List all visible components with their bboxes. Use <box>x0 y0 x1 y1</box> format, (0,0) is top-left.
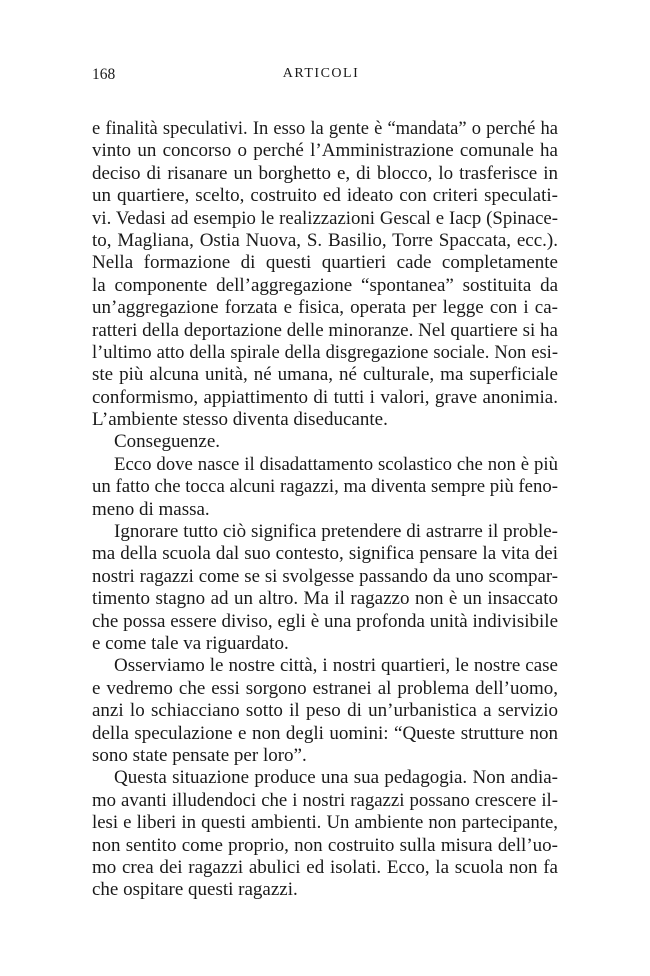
text-line: sono state pensate per loro”. <box>92 744 307 766</box>
text-line: conformismo, appiattimento di tutti i valori, grave anonimia. <box>92 386 558 408</box>
text-line: Ignorare tutto ciò significa pretendere di astrarre il proble- <box>114 521 558 543</box>
text-line: Ecco dove nasce il disadattamento scolastico che non è più <box>114 453 558 475</box>
text-line: mo avanti illudendoci che i nostri ragazzi possano crescere il- <box>92 789 558 811</box>
text-line: l’ultimo atto della spirale della disgregazione sociale. Non esi- <box>92 342 558 363</box>
text-line: Conseguenze. <box>114 431 221 453</box>
text-line: un quartiere, scelto, costruito ed ideato con criteri speculati- <box>92 185 558 207</box>
text-line: vinto un concorso o perché l’Amministrazione comunale ha <box>92 140 558 162</box>
text-line: Nella formazione di questi quartieri cade completamente <box>92 252 558 274</box>
running-head <box>92 66 558 88</box>
text-line: deciso di risanare un borghetto e, di blocco, lo trasferisce in <box>92 162 558 184</box>
text-line: timento stagno ad un altro. Ma il ragazzo non è un insaccato <box>92 588 558 610</box>
text-line: che ospitare questi ragazzi. <box>92 879 298 901</box>
text-line: un’aggregazione forzata e fisica, operata per legge con i ca- <box>92 297 558 319</box>
text-line: non sentito come proprio, non costruito sulla misura dell’uo- <box>92 834 558 856</box>
text-line: anzi lo schiacciano sotto il peso di un’urbanistica a servizio <box>92 700 558 722</box>
text-line: e finalità speculativi. In esso la gente è “mandata” o perché ha <box>92 119 558 139</box>
text-line: Questa situazione produce una sua pedagogia. Non andia- <box>114 767 558 789</box>
page-number: 168 <box>92 66 116 83</box>
text-line: vi. Vedasi ad esempio le realizzazioni Gescal e Iacp (Spinace- <box>92 207 558 229</box>
text-line: che possa essere diviso, egli è una profonda unità indivisibile <box>92 610 558 632</box>
text-line: e come tale va riguardato. <box>92 632 289 654</box>
text-line: nostri ragazzi come se si svolgesse passando da uno scompar- <box>92 565 558 587</box>
text-line: mo crea dei ragazzi abulici ed isolati. Ecco, la scuola non fa <box>92 856 558 878</box>
section-title: ARTICOLI <box>282 66 360 81</box>
text-line: un fatto che tocca alcuni ragazzi, ma diventa sempre più feno- <box>92 476 558 498</box>
text-line: e vedremo che essi sorgono estranei al problema dell’uomo, <box>92 677 558 699</box>
text-line: ratteri della deportazione delle minoranze. Nel quartiere si ha <box>92 319 558 341</box>
text-line: L’ambiente stesso diventa diseducante. <box>92 409 388 431</box>
body-text <box>92 118 558 902</box>
text-line: to, Magliana, Ostia Nuova, S. Basilio, Torre Spaccata, ecc.). <box>92 229 558 251</box>
text-line: della speculazione e non degli uomini: “Queste strutture non <box>92 722 558 744</box>
text-line: ste più alcuna unità, né umana, né culturale, ma superficiale <box>92 364 558 386</box>
text-line: lesi e liberi in questi ambienti. Un ambiente non partecipante, <box>92 812 558 834</box>
text-line: ma della scuola dal suo contesto, significa pensare la vita dei <box>92 543 558 565</box>
text-line: Osserviamo le nostre città, i nostri quartieri, le nostre case <box>114 655 558 677</box>
text-line: meno di massa. <box>92 498 210 520</box>
text-line: la componente dell’aggregazione “spontanea” sostituita da <box>92 274 558 296</box>
